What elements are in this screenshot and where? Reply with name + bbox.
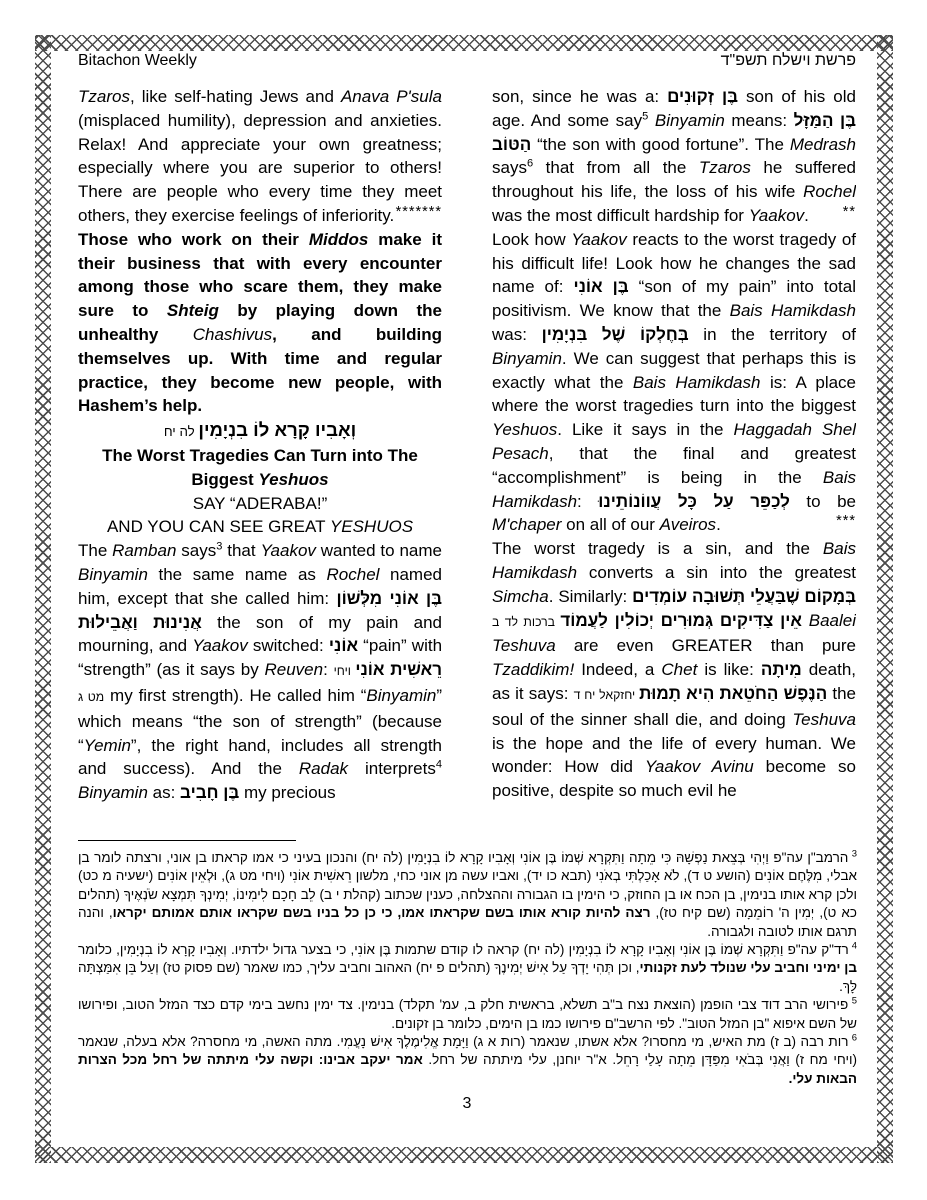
hebrew-phrase <box>574 684 828 703</box>
text-run: are even GREATER than pure <box>555 636 856 656</box>
paragraph <box>492 537 856 803</box>
hebrew-phrase: מִיתָה <box>760 660 802 680</box>
text-run: רצה להיות קורא אותו בשם שקראתו אמו, כי כן כל בניו בשם שקראו אותם אמותם יקראו <box>112 905 651 921</box>
text-run: converts a sin into the greatest <box>577 562 856 582</box>
text-run: Medrash <box>789 134 856 154</box>
text-run: רות רבה (ב ז) מת האיש, מי מחסרו? אלא אשתו, שנאמר (רות א ג) וַיָּמָת אֱלִימֶלֶךְ אִישׁ נָעֳמִי. מתה האשה, מי מחסרה? אלא בעלה, שנאמר (ויחי מח ז) וַאֲנִי בְּבֹאִי מִפַּדָּן מֵתָה עָלַי רָחֵל. א"ר יוחנן, עלי מיתתה של רחל. <box>78 1034 857 1068</box>
text-run: the son of my pain and mourning, and <box>78 612 442 656</box>
section-heading <box>78 515 442 539</box>
text-run: the soul of the sinner shall die, and doing <box>492 683 856 729</box>
text-run: Chashivus <box>192 324 273 344</box>
text-run: Simcha <box>492 586 549 606</box>
text-run: the same name as <box>147 564 327 584</box>
paragraph <box>78 85 442 228</box>
footnote-reference: 4 <box>435 758 442 771</box>
hebrew-phrase: אוֹנִי <box>328 636 359 656</box>
hebrew-phrase: בֶּן חָבִיב <box>180 783 240 803</box>
paragraph <box>78 228 442 418</box>
text-run: was: <box>492 324 542 344</box>
text-run: Reuven <box>264 660 324 680</box>
text-run: Bais Hamikdash <box>492 539 856 582</box>
section-heading <box>78 418 442 444</box>
text-run: on all of our <box>561 515 660 535</box>
text-run: become so positive, despite so much evil he <box>492 757 856 801</box>
text-run <box>802 611 809 630</box>
text-run: son, since he was a: <box>492 87 668 106</box>
hebrew-phrase: בֶּן אוֹנִי מִלְּשׁוֹן אֲנִינוּת וַאֲבֵילוּת <box>78 588 442 632</box>
text-run: אמר יעקב אבינו: וקשה עלי מיתתה של רחל מכל הצרות הבאות עלי. <box>78 1052 857 1086</box>
text-run: make it their business that with every encounter among those who scare them, they make sure to <box>78 229 442 321</box>
text-run: יחזקאל יח ד <box>573 687 640 702</box>
text-run: “pain” with “strength” (as it says by <box>78 636 443 680</box>
text-run: The <box>78 541 113 561</box>
text-run: Yaakov <box>571 229 627 249</box>
text-run: , like self-hating Jews and <box>129 87 341 106</box>
text-run: that <box>222 541 261 561</box>
text-run: Baalei Teshuva <box>492 610 856 656</box>
text-run: Middos <box>308 229 369 249</box>
text-run: Haggadah Shel Pesach <box>492 420 856 463</box>
text-run: Bais Hamikdash <box>729 301 856 321</box>
text-run: פירושי הרב דוד צבי הופמן (הוצאת נצח ב"ב תשלא, בראשית חלק ב, עמ' תקלד) בנימין. צד ימין נחשב בימי קדם כצד המזל הטוב, ופירושו של השם איפוא "בן המזל הטוב". לפי הרשב"ם פירושו כמו בן הימים, כלומר בן זקונים. <box>78 997 857 1031</box>
hebrew-phrase: לְכַפֵּר עַל כָּל עֲווֹנוֹתֵינוּ <box>598 491 790 511</box>
text-run: Tzaddikim! <box>492 660 575 680</box>
paragraph <box>492 85 856 228</box>
text-run: M'chaper <box>492 515 562 535</box>
footnote-number: 5 <box>848 995 857 1007</box>
text-run: רֵאשִׁית אוֹנִי <box>355 660 443 680</box>
border-pattern-right <box>877 35 893 1163</box>
text-run: בן ימיני וחביב עלי שנולד לעת זקנותי <box>639 960 857 976</box>
footnote-number: 3 <box>848 848 857 860</box>
text-run: to be <box>789 491 856 511</box>
text-run: Yaakov Avinu <box>644 757 754 777</box>
text-run: was the most difficult hardship for <box>492 205 749 225</box>
text-run: Aveiros <box>659 515 717 535</box>
footnote-separator <box>78 840 296 841</box>
text-run: לה יח <box>163 424 199 440</box>
text-run: , וכן תְּהִי יָדְךָ עַל אִישׁ יְמִינֶךָ (תהלים פ יח) האהוב וחביב עליך, כמו שאמר (שם פסוק טז) וְעַל בֵּן אִמַּצְתָּה לָּךְ. <box>78 960 857 994</box>
text-run: as: <box>147 783 181 803</box>
text-run: Tzaros <box>698 158 751 178</box>
left-column <box>78 85 442 837</box>
footnote-reference: 5 <box>642 110 649 123</box>
text-run: Ramban <box>112 541 177 561</box>
text-run: Binyamin <box>492 348 562 368</box>
text-run: : <box>323 660 334 680</box>
text-run: son of his old age. And some say <box>492 87 856 130</box>
text-run: The worst tragedy is a sin, and the <box>492 539 823 559</box>
text-run: wanted to name <box>315 541 442 561</box>
text-run: Teshuva <box>792 709 856 729</box>
border-pattern-bottom <box>35 1147 893 1163</box>
text-run: my precious <box>239 783 336 803</box>
footnote-reference: 6 <box>526 157 534 170</box>
hebrew-phrase: בֶּן זְקוּנִים <box>667 87 738 106</box>
text-run: Rochel <box>803 182 856 202</box>
paragraph <box>78 539 442 805</box>
text-run: SAY “ADERABA!” <box>192 493 328 513</box>
text-run: וְאָבִיו קָרָא לוֹ בִנְיָמִין <box>198 419 357 441</box>
text-run: רד"ק עה"פ וַתִּקְרָא שְׁמוֹ בֶּן אוֹנִי וְאָבִיו קָרָא לוֹ בִנְיָמִין (לה יח) קראה לו קודם שתמות בֶּן אוֹנִי, כי בצער גדול ילדתיו. וְאָבִיו קָרָא לוֹ בִנְיָמִין, כלומר <box>78 942 849 958</box>
text-run: Yaakov <box>748 205 805 225</box>
section-break-stars: ******* <box>395 203 442 220</box>
text-run: . Similarly: <box>548 586 633 606</box>
text-run: is: A place where the worst tragedies turn into the biggest <box>492 372 856 416</box>
text-run <box>648 111 655 130</box>
text-run: Binyamin <box>366 685 437 705</box>
text-run: Bais Hamikdash <box>632 372 761 392</box>
footnote-number: 6 <box>848 1032 857 1044</box>
newsletter-title: Bitachon Weekly <box>78 52 197 69</box>
text-run: interprets <box>348 759 436 779</box>
text-run: Bais Hamikdash <box>492 467 856 511</box>
right-column <box>492 85 856 837</box>
footnote-reference: 3 <box>216 540 223 553</box>
text-run: Binyamin <box>78 783 148 803</box>
text-run: Look how <box>492 229 572 249</box>
text-run: says <box>492 158 527 178</box>
text-run: (misplaced humility), depression and anxieties. Relax! And appreciate your own greatness; especially where you are superior to others! There are people who every time they meet others, they exercise feelings of inferiority. <box>78 110 442 225</box>
section-heading <box>78 492 442 516</box>
text-run: he suffered throughout his life, the loss of his wife <box>492 158 856 202</box>
text-run: Tzaros <box>78 87 130 106</box>
section-break-stars: *** <box>836 513 856 530</box>
text-run: Rochel <box>326 564 380 584</box>
text-run: הרמב"ן עה"פ וַיְהִי בְּצֵאת נַפְשָׁהּ כִּי מֵתָה וַתִּקְרָא שְׁמוֹ בֶּן אוֹנִי וְאָבִיו קָרָא לוֹ בִנְיָמִין (לה יח) והנכון בעיני כי אמו קראתו בן אוני, ורצתה לומר בן אבלי, מִלֶּחֶם אוֹנִים (הושע ט ד), לֹא אָכַלְתִּי בְאֹנִי (תבא כו יד), ואביו עשה מן אוני כחי, מלשון רֵאשִׁית אוֹנִי (ויחי מט ג), וּלְאֵין אוֹנִים (ישעיה מ כט) ולכן קרא אותו בנימין, בן הכח או בן החוזק, כי הימין בו הגבורה וההצלחה, כענין שכתוב (קהלת י ב) לֵב חָכָם לִימִינוֹ, יְמִינְךָ תִּמְצָא שֹׂנְאֶיךָ (תהלים כא ט), יְמִין ה' רוֹמֵמָה (שם קיח טז), <box>78 850 857 921</box>
text-run: ”, the right hand, includes all strength and success). And the <box>78 735 442 779</box>
text-run: , והנה תרגם אותו לטובה ולגבורה. <box>78 905 857 939</box>
text-run: Chet <box>661 660 698 680</box>
text-run: Shteig <box>166 301 219 321</box>
text-run: Yeshuos <box>492 420 558 440</box>
text-run: : <box>577 491 599 511</box>
footnote <box>78 849 857 941</box>
page-number: 3 <box>462 1095 472 1112</box>
text-run: ברכות לד ב <box>492 614 561 629</box>
text-run: switched: <box>247 636 329 656</box>
page-header <box>78 52 856 70</box>
border-pattern-left <box>35 35 51 1163</box>
text-run: . Like it says in the <box>557 420 734 440</box>
text-run: בְּמָקוֹם שֶׁבַּעֲלֵי תְּשׁוּבָה עוֹמְדִים אֵין צַדִּיקִים גְּמוּרִים יְכוֹלִין לַעֲמוֹד <box>560 586 856 630</box>
section-break-stars: ** <box>842 203 856 220</box>
text-run: AND YOU CAN SEE GREAT <box>106 517 330 537</box>
border-pattern-top <box>35 35 893 51</box>
text-run: by playing down the unhealthy <box>78 301 442 344</box>
hebrew-phrase: בֶּן הַמַּזָּל הַטּוֹב <box>492 110 856 154</box>
footnote-list <box>78 849 857 1088</box>
text-run: , and building themselves up. With time and regular practice, they become new people, with Hashem’s help. <box>78 324 442 416</box>
footnote <box>78 996 857 1033</box>
text-run: “son of my pain” into total positivism. We know that the <box>492 277 856 321</box>
hebrew-phrase: בֶּן אוֹנִי <box>573 277 629 297</box>
text-run: death, as it says: <box>492 660 856 703</box>
text-run: Those who work on their <box>78 229 309 249</box>
text-run: Radak <box>298 759 349 779</box>
text-run: . We can suggest that perhaps this is exactly what the <box>492 348 856 392</box>
page-content <box>78 52 857 1112</box>
text-run: “the son with good fortune”. The <box>531 134 790 154</box>
text-run: YESHUOS <box>329 517 414 537</box>
text-run: Binyamin <box>78 564 148 584</box>
text-run: Yaakov <box>192 636 248 656</box>
text-run: הַנֶּפֶשׁ הַחֹטֵאת הִיא תָמוּת <box>639 683 828 703</box>
text-run: Indeed, a <box>574 660 662 680</box>
text-run: The Worst Tragedies Can Turn into The Biggest <box>102 445 418 489</box>
text-run: is like: <box>697 660 761 680</box>
text-run: says <box>176 541 217 561</box>
text-run: is the hope and the life of every human. We wonder: How did <box>492 733 856 777</box>
text-run: . <box>804 205 809 225</box>
text-run: named him, except that she called him: <box>78 564 442 608</box>
text-run: Binyamin <box>654 110 725 130</box>
text-run: ” which means “the son of strength” (because “ <box>78 685 443 755</box>
parsha-title: פרשת וישלח תשפ"ד <box>720 52 856 69</box>
section-heading <box>78 444 442 492</box>
text-run: ויחי מט ג <box>78 664 356 704</box>
paragraph <box>492 228 856 537</box>
text-run: . <box>716 515 721 535</box>
text-run: , that the final and greatest “accomplishment” is being in the <box>492 443 856 487</box>
footnotes-section <box>78 840 857 1088</box>
body-columns <box>78 85 856 837</box>
text-run: my first strength). He called him “ <box>104 685 367 705</box>
footnote <box>78 941 857 996</box>
text-run: Yaakov <box>260 541 316 561</box>
text-run: reacts to the worst tragedy of his difficult life! Look how he changes the sad name of: <box>492 229 856 297</box>
footnote <box>78 1033 857 1088</box>
footnote-number: 4 <box>848 940 857 952</box>
text-run: in the territory of <box>688 324 856 344</box>
hebrew-phrase: בְּחֶלְקוֹ שֶׁל בִּנְיָמִין <box>541 324 689 344</box>
text-run: Yeshuos <box>258 469 329 489</box>
text-run: means: <box>724 110 794 130</box>
text-run: Yemin <box>83 735 131 755</box>
text-run: Anava P'sula <box>340 87 442 106</box>
text-run: that from all the <box>533 158 699 178</box>
